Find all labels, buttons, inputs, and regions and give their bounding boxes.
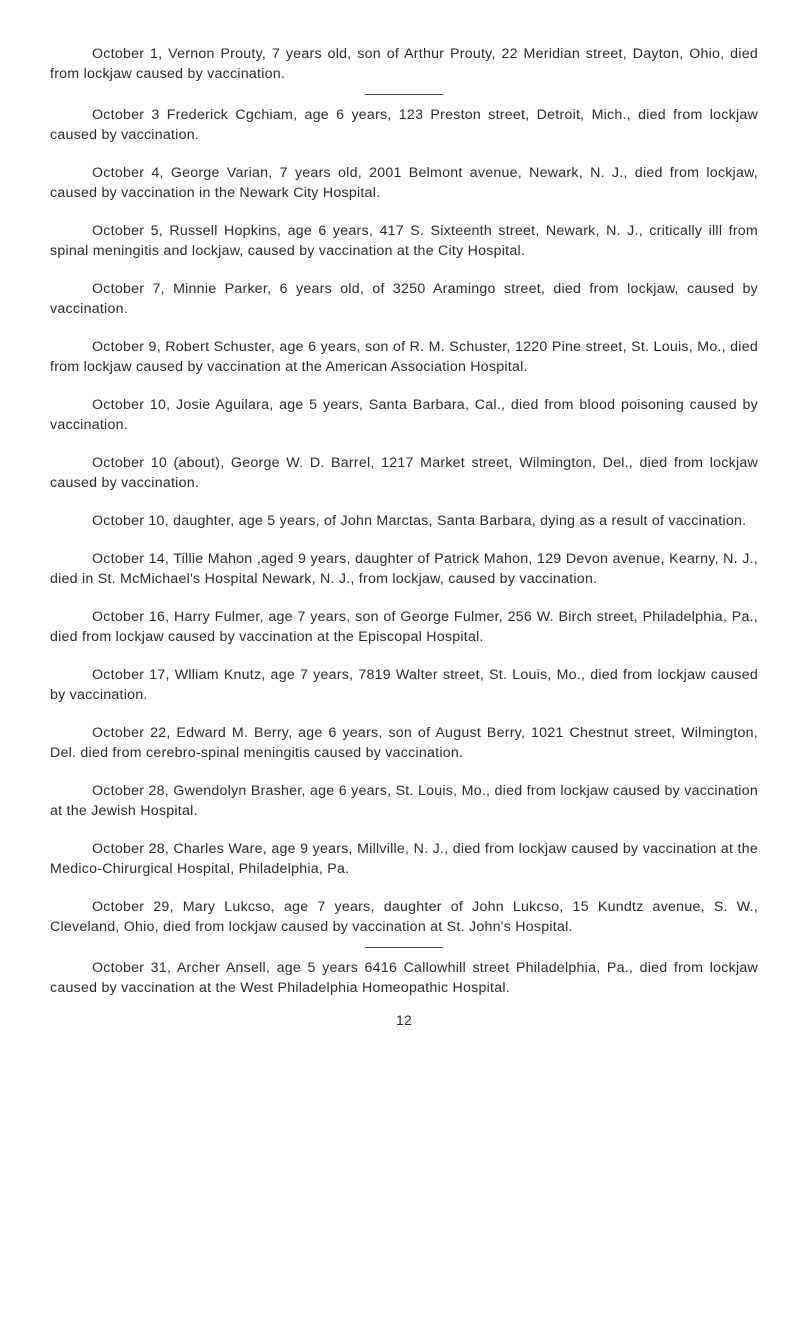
separator-rule [365, 947, 443, 948]
entry-oct-4: October 4, George Varian, 7 years old, 2001 Belmont avenue, Newark, N. J., died from lockjaw, caused by vaccination in the Newark City Hospital. [50, 165, 758, 201]
entry-oct-17: October 17, Wlliam Knutz, age 7 years, 7819 Walter street, St. Louis, Mo., died from lockjaw caused by vaccination. [50, 667, 758, 703]
entry-oct-16: October 16, Harry Fulmer, age 7 years, son of George Fulmer, 256 W. Birch street, Philadelphia, Pa., died from lockjaw caused by vaccination at the Episcopal Hospital. [50, 609, 758, 645]
entry-oct-28-ware: October 28, Charles Ware, age 9 years, Millville, N. J., died from lockjaw caused by vaccination at the Medico-Chirurgical Hospital, Philadelphia, Pa. [50, 841, 758, 877]
entry-oct-31: October 31, Archer Ansell, age 5 years 6416 Callowhill street Philadelphia, Pa., died from lockjaw caused by vaccination at the West Philadelphia Homeopathic Hospital. [50, 960, 758, 996]
entry-oct-5: October 5, Russell Hopkins, age 6 years, 417 S. Sixteenth street, Newark, N. J., critically illl from spinal meningitis and lockjaw, caused by vaccination at the City Hospital. [50, 223, 758, 259]
entry-oct-28-brasher: October 28, Gwendolyn Brasher, age 6 years, St. Louis, Mo., died from lockjaw caused by vaccination at the Jewish Hospital. [50, 783, 758, 819]
entry-oct-10-aguilara: October 10, Josie Aguilara, age 5 years, Santa Barbara, Cal., died from blood poisoning caused by vaccination. [50, 397, 758, 433]
separator-rule [365, 94, 443, 95]
entry-oct-3: October 3 Frederick Cgchiam, age 6 years, 123 Preston street, Detroit, Mich., died from lockjaw caused by vaccination. [50, 107, 758, 143]
entry-oct-10-marctas: October 10, daughter, age 5 years, of John Marctas, Santa Barbara, dying as a result of vaccination. [92, 513, 747, 529]
entry-oct-22: October 22, Edward M. Berry, age 6 years, son of August Berry, 1021 Chestnut street, Wilmington, Del. died from cerebro-spinal meningitis caused by vaccination. [50, 725, 758, 761]
entry-oct-7: October 7, Minnie Parker, 6 years old, of 3250 Aramingo street, died from lockjaw, caused by vaccination. [50, 281, 758, 317]
page-number: 12 [395, 1012, 413, 1028]
entry-oct-10-barrel: October 10 (about), George W. D. Barrel, 1217 Market street, Wilmington, Del., died from lockjaw caused by vaccination. [50, 455, 758, 491]
entry-oct-14: October 14, Tillie Mahon ,aged 9 years, daughter of Patrick Mahon, 129 Devon avenue, Kearny, N. J., died in St. McMichael's Hospital Newark, N. J., from lockjaw, caused by vaccination. [50, 551, 758, 587]
document-page [50, 44, 758, 1030]
entry-oct-9: October 9, Robert Schuster, age 6 years, son of R. M. Schuster, 1220 Pine street, St. Louis, Mo., died from lockjaw caused by vaccination at the American Association Hospital. [50, 339, 758, 375]
entry-oct-1: October 1, Vernon Prouty, 7 years old, son of Arthur Prouty, 22 Meridian street, Dayton, Ohio, died from lockjaw caused by vaccination. [50, 46, 758, 82]
entry-oct-29: October 29, Mary Lukcso, age 7 years, daughter of John Lukcso, 15 Kundtz avenue, S. W., Cleveland, Ohio, died from lockjaw caused by vaccination at St. John's Hospital. [50, 899, 758, 935]
